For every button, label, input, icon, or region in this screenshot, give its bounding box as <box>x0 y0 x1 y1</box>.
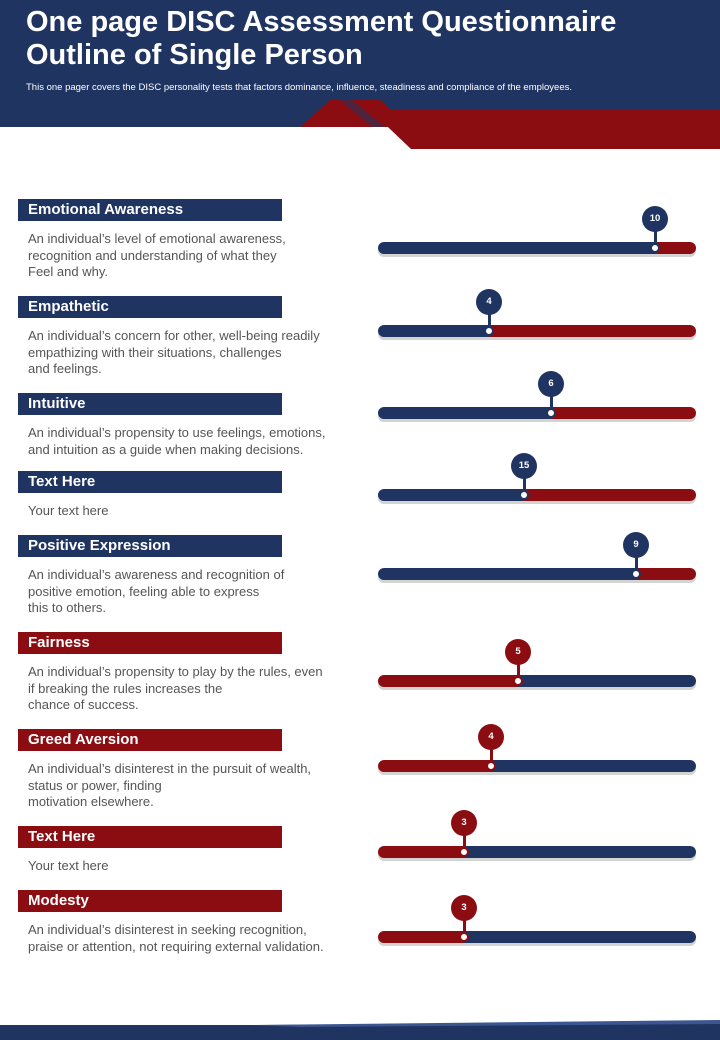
score-slider <box>378 902 696 947</box>
slider-track <box>378 407 696 419</box>
slider-track <box>378 325 696 337</box>
slider-remainder <box>491 760 696 772</box>
score-slider <box>378 817 696 862</box>
item-label: Intuitive <box>18 393 282 415</box>
slider-remainder <box>518 675 696 687</box>
item-label: Positive Expression <box>18 535 282 557</box>
score-marker <box>623 532 649 580</box>
item-label: Text Here <box>18 826 282 848</box>
item-description: An individual’s level of emotional awareness, recognition and understanding of what they Feel and why. <box>28 231 286 279</box>
item-description: An individual’s propensity to use feelings, emotions, and intuition as a guide when making decisions. <box>28 425 326 457</box>
item-description: An individual’s concern for other, well-being readily empathizing with their situations, challenges and feelings. <box>28 328 320 376</box>
score-slider <box>378 296 696 341</box>
slider-remainder <box>551 407 696 419</box>
score-slider <box>378 539 696 584</box>
item-label: Greed Aversion <box>18 729 282 751</box>
score-value: 3 <box>451 895 477 921</box>
score-slider <box>378 213 696 258</box>
score-marker <box>478 724 504 772</box>
slider-remainder <box>464 931 696 943</box>
score-slider <box>378 731 696 776</box>
item-label: Emotional Awareness <box>18 199 282 221</box>
score-slider <box>378 460 696 505</box>
score-value: 10 <box>642 206 668 232</box>
slider-track <box>378 760 696 772</box>
header-ribbon-decoration <box>0 98 720 153</box>
slider-fill <box>378 242 655 254</box>
score-value: 4 <box>476 289 502 315</box>
page-subtitle: This one pager covers the DISC personality tests that factors dominance, influence, steadiness and compliance of the employees. <box>26 82 573 93</box>
slider-fill <box>378 760 491 772</box>
slider-fill <box>378 675 518 687</box>
score-value: 3 <box>451 810 477 836</box>
score-slider <box>378 378 696 423</box>
slider-fill <box>378 568 636 580</box>
slider-track <box>378 489 696 501</box>
score-marker <box>511 453 537 501</box>
slider-track <box>378 675 696 687</box>
marker-dot <box>486 761 496 771</box>
score-marker <box>451 895 477 943</box>
slider-track <box>378 846 696 858</box>
item-description: An individual’s propensity to play by the rules, even if breaking the rules increases the chance of success. <box>28 664 323 712</box>
slider-fill <box>378 489 524 501</box>
marker-dot <box>546 408 556 418</box>
marker-dot <box>513 676 523 686</box>
item-description: An individual’s disinterest in the pursuit of wealth, status or power, finding motivation elsewhere. <box>28 761 312 809</box>
score-marker <box>505 639 531 687</box>
item-description: An individual’s awareness and recognition of positive emotion, feeling able to express this to others. <box>28 567 285 615</box>
score-marker <box>451 810 477 858</box>
marker-dot <box>519 490 529 500</box>
slider-fill <box>378 407 551 419</box>
page-title: One page DISC Assessment Questionnaire Outline of Single Person <box>26 6 617 71</box>
score-value: 6 <box>538 371 564 397</box>
score-value: 9 <box>623 532 649 558</box>
slider-track <box>378 931 696 943</box>
marker-dot <box>459 932 469 942</box>
slider-remainder <box>464 846 696 858</box>
slider-remainder <box>489 325 696 337</box>
marker-dot <box>484 326 494 336</box>
item-label: Fairness <box>18 632 282 654</box>
item-label: Modesty <box>18 890 282 912</box>
score-marker <box>538 371 564 419</box>
slider-remainder <box>524 489 696 501</box>
footer-ribbon-decoration <box>0 1018 720 1040</box>
item-label: Text Here <box>18 471 282 493</box>
item-description: Your text here <box>28 858 109 873</box>
score-value: 4 <box>478 724 504 750</box>
item-label: Empathetic <box>18 296 282 318</box>
item-description: An individual’s disinterest in seeking recognition, praise or attention, not requiring external validation. <box>28 922 324 954</box>
marker-dot <box>631 569 641 579</box>
item-description: Your text here <box>28 503 109 518</box>
slider-fill <box>378 325 489 337</box>
score-value: 5 <box>505 639 531 665</box>
score-marker <box>476 289 502 337</box>
marker-dot <box>459 847 469 857</box>
marker-dot <box>650 243 660 253</box>
score-slider <box>378 646 696 691</box>
score-value: 15 <box>511 453 537 479</box>
score-marker <box>642 206 668 254</box>
